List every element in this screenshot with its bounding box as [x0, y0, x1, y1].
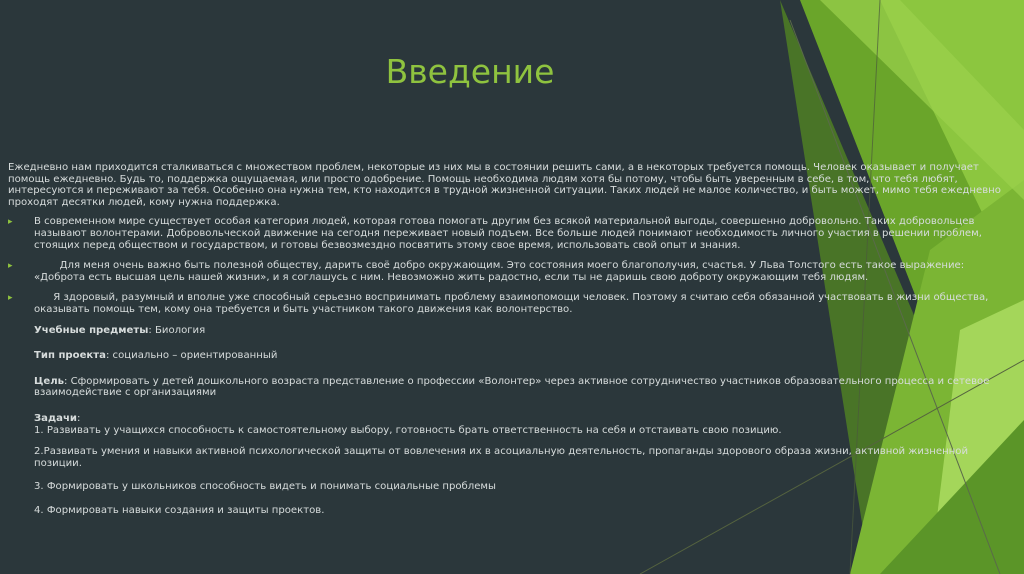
bullet-text: В современном мире существует особая категория людей, которая готова помогать другим без всякой материальной выгоды, совершенно добровольно. Таких добровольцев называют волонтерами. Добровольческой движение на сегодня переживает новый подъем. Все больше людей понимают необходимость личного участия в решении проблем, стоящих перед обществом и государством, и готовы безвозмездно посвятить этому свое время, использовать свой опыт и знания. — [34, 216, 982, 251]
bullet-1 — [8, 216, 1018, 251]
slide-title: Введение — [385, 52, 555, 91]
task-item: 3. Формировать у школьников способность видеть и понимать социальные проблемы — [34, 481, 497, 493]
bullet-triangle-icon: ▸ — [8, 217, 13, 228]
project-type-label: Тип проекта — [34, 350, 106, 362]
task-item: 4. Формировать навыки создания и защиты проектов. — [34, 504, 325, 516]
tasks-block — [8, 413, 1018, 517]
bullet-text: Я здоровый, разумный и вполне уже способный серьезно воспринимать проблему взаимопомощи человек. Поэтому я считаю себя обязанной участвовать в жизни общества, оказывать помощь тем, кому она требуется и быть участником такого движения как волонтерство. — [34, 292, 992, 315]
bullet-3 — [8, 292, 1018, 315]
tasks-label: Задачи — [34, 412, 77, 424]
task-item: 2.Развивать умения и навыки активной психологической защиты от вовлечения их в асоциальную деятельность, пропаганды здорового образа жизни, активной жизненной позиции. — [34, 446, 969, 469]
task-item: 1. Развивать у учащихся способность к самостоятельному выбору, готовность брать ответственность на себя и отстаивать свою позицию. — [34, 424, 782, 436]
tasks-colon: : — [76, 412, 81, 424]
project-type-line — [8, 350, 1018, 362]
goal-line — [8, 376, 1018, 399]
goal-value: : Сформировать у детей дошкольного возраста представление о профессии «Волонтер» через активное сотрудничество участников образовательного процесса и сетевое взаимодействие с организациями — [34, 375, 990, 399]
bullet-text: Для меня очень важно быть полезной обществу, дарить своё добро окружающим. Это состояния моего благополучия, счастья. У Льва Толстого есть такое выражение: «Доброта есть высшая цель нашей жизни», и я соглашусь с ним. Невозможно жить радостно, если ты не даришь свою доброту окружающим тебя людям. — [34, 260, 968, 283]
subjects-line — [8, 325, 1018, 337]
bullet-triangle-icon: ▸ — [8, 261, 13, 272]
tasks-heading — [34, 413, 1018, 425]
goal-label: Цель — [34, 375, 64, 387]
bullet-triangle-icon: ▸ — [8, 293, 13, 304]
intro-paragraph: Ежедневно нам приходится сталкиваться с множеством проблем, некоторые из них мы в состоянии решить сами, а в некоторых требуется помощь. Человек оказывает и получает помощь ежедневно. Будь то, поддержка ощущаемая, или просто одобрение. Помощь необходима людям хотя бы потому, чтобы быть уверенным в себе, в том, что тебя любят, интересуются и переживают за тебя. Особенно она нужна тем, кто находится в трудной жизненной ситуации. Таких людей не малое количество, и быть может, мимо тебя ежедневно проходят десятки людей, кому нужна поддержка. — [8, 162, 1001, 208]
slide-content — [8, 162, 1018, 516]
subjects-label: Учебные предметы — [34, 324, 149, 336]
subjects-value: : Биология — [148, 324, 206, 336]
bullet-2 — [8, 260, 1018, 283]
project-type-value: : социально – ориентированный — [105, 350, 278, 362]
